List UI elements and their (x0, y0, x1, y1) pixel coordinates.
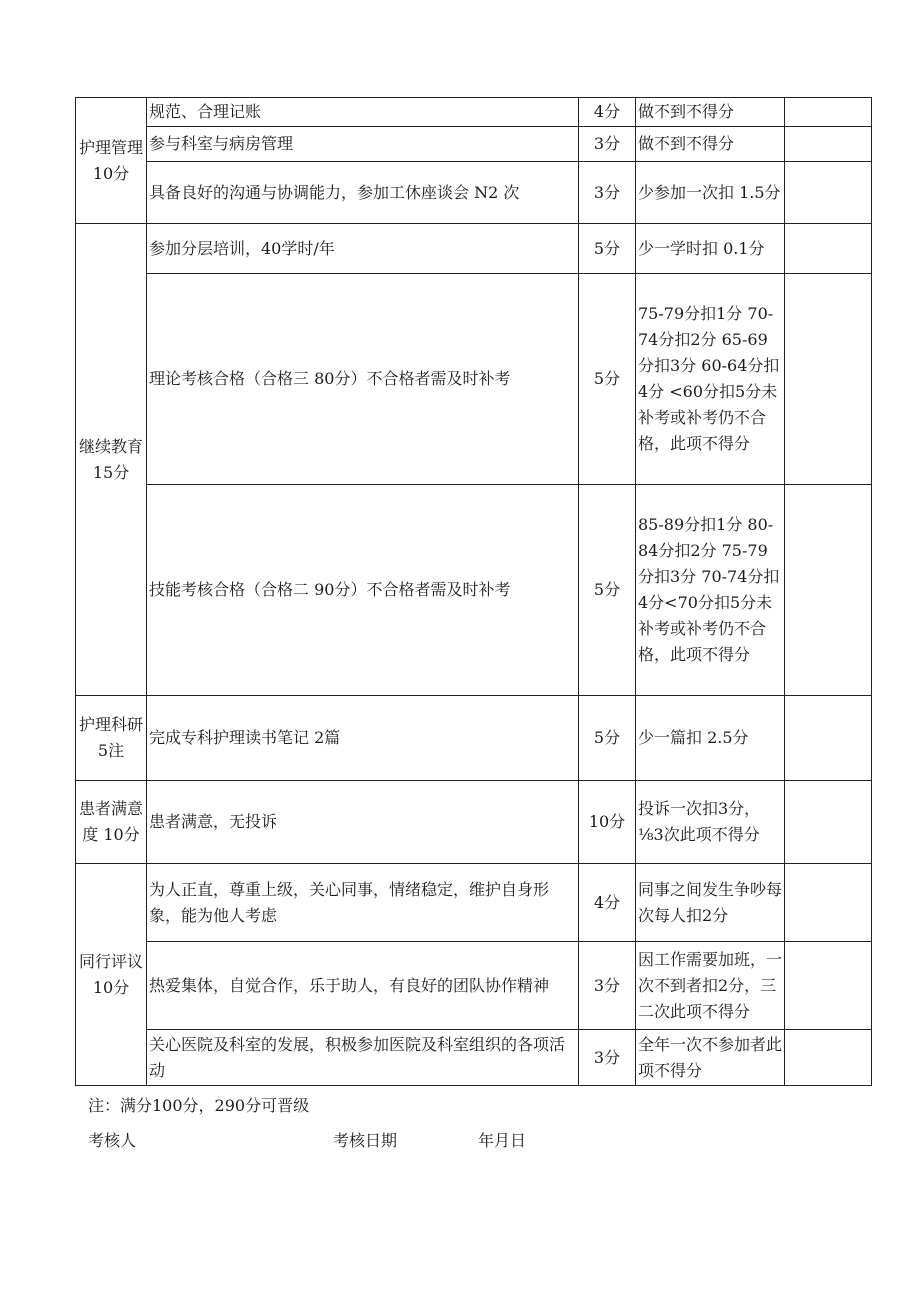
rule-cell: 少一学时扣 0.1分 (636, 224, 785, 274)
table-row (76, 1030, 872, 1086)
blank-cell (785, 98, 872, 127)
item-cell: 患者满意，无投诉 (147, 781, 579, 864)
score-cell: 5分 (579, 224, 636, 274)
item-cell: 热爱集体，自觉合作，乐于助人，有良好的团队协作精神 (147, 942, 579, 1030)
assessment-date-label: 考核日期 (333, 1131, 398, 1150)
category-cell: 护理科研 5注 (76, 696, 147, 781)
blank-cell (785, 696, 872, 781)
rule-cell: 同事之间发生争吵每次每人扣2分 (636, 864, 785, 942)
score-cell: 3分 (579, 127, 636, 162)
blank-cell (785, 127, 872, 162)
score-cell: 5分 (579, 696, 636, 781)
table-row (76, 864, 872, 942)
item-cell: 为人正直，尊重上级，关心同事，情绪稳定，维护自身形象，能为他人考虑 (147, 864, 579, 942)
blank-cell (785, 781, 872, 864)
rule-cell: 做不到不得分 (636, 127, 785, 162)
score-cell: 3分 (579, 1030, 636, 1086)
footer-note: 注：满分100分，290分可晋级 (88, 1096, 310, 1115)
rule-cell: 85-89分扣1分 80-84分扣2分 75-79分扣3分 70-74分扣4分<70分扣5分未补考或补考仍不合格，此项不得分 (636, 485, 785, 696)
table-row (76, 485, 872, 696)
score-cell: 4分 (579, 864, 636, 942)
item-cell: 参加分层培训，40学时/年 (147, 224, 579, 274)
item-cell: 规范、合理记账 (147, 98, 579, 127)
table-row (76, 127, 872, 162)
blank-cell (785, 224, 872, 274)
category-cell: 护理管理 10分 (76, 98, 147, 224)
category-cell: 患者满意度 10分 (76, 781, 147, 864)
item-cell: 关心医院及科室的发展，积极参加医院及科室组织的各项活动 (147, 1030, 579, 1086)
item-cell: 参与科室与病房管理 (147, 127, 579, 162)
item-cell: 技能考核合格（合格二 90分）不合格者需及时补考 (147, 485, 579, 696)
assessment-date-value: 年月日 (478, 1131, 527, 1150)
rule-cell: 全年一次不参加者此项不得分 (636, 1030, 785, 1086)
blank-cell (785, 485, 872, 696)
score-cell: 4分 (579, 98, 636, 127)
blank-cell (785, 864, 872, 942)
score-cell: 3分 (579, 162, 636, 224)
table-row (76, 274, 872, 485)
item-cell: 理论考核合格（合格三 80分）不合格者需及时补考 (147, 274, 579, 485)
table-row (76, 942, 872, 1030)
rule-cell: 因工作需要加班，一次不到者扣2分，三二次此项不得分 (636, 942, 785, 1030)
item-cell: 具备良好的沟通与协调能力，参加工休座谈会 N2 次 (147, 162, 579, 224)
table-row (76, 781, 872, 864)
blank-cell (785, 942, 872, 1030)
score-cell: 3分 (579, 942, 636, 1030)
table-row (76, 696, 872, 781)
assessor-label: 考核人 (88, 1131, 137, 1150)
table-row (76, 162, 872, 224)
category-cell: 继续教育 15分 (76, 224, 147, 696)
table-row (76, 224, 872, 274)
rule-cell: 少一篇扣 2.5分 (636, 696, 785, 781)
category-cell: 同行评议 10分 (76, 864, 147, 1086)
blank-cell (785, 1030, 872, 1086)
rule-cell: 少参加一次扣 1.5分 (636, 162, 785, 224)
rule-cell: 做不到不得分 (636, 98, 785, 127)
item-cell: 完成专科护理读书笔记 2篇 (147, 696, 579, 781)
rule-cell: 投诉一次扣3分，⅛3次此项不得分 (636, 781, 785, 864)
blank-cell (785, 274, 872, 485)
score-cell: 5分 (579, 485, 636, 696)
rule-cell: 75-79分扣1分 70-74分扣2分 65-69分扣3分 60-64分扣4分 <60分扣5分未补考或补考仍不合格，此项不得分 (636, 274, 785, 485)
score-cell: 5分 (579, 274, 636, 485)
table-row (76, 98, 872, 127)
blank-cell (785, 162, 872, 224)
score-cell: 10分 (579, 781, 636, 864)
assessment-table (75, 97, 872, 1086)
